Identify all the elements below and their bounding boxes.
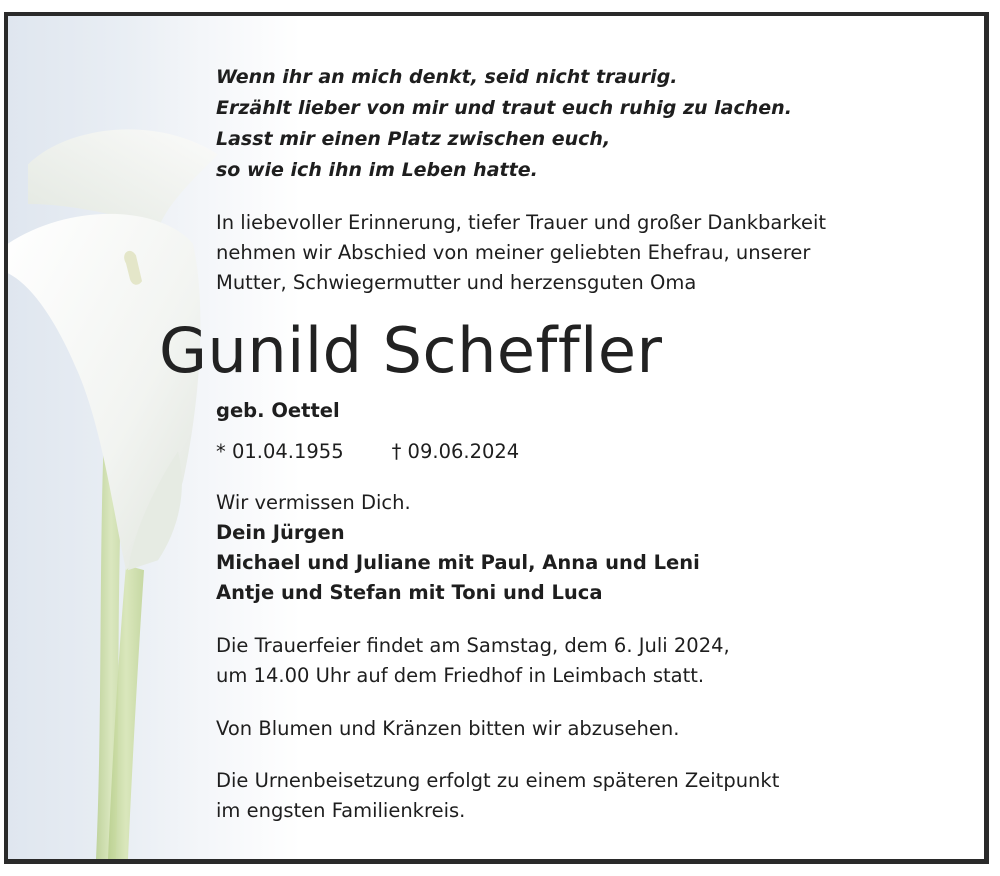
- poem-line: Wenn ihr an mich denkt, seid nicht traurig.: [216, 66, 678, 88]
- funeral-line: Die Trauerfeier findet am Samstag, dem 6. Juli 2024,: [216, 634, 730, 657]
- intro-line: nehmen wir Abschied von meiner geliebten Ehefrau, unserer: [216, 241, 811, 264]
- poem-line: Erzählt lieber von mir und traut euch ruhig zu lachen.: [216, 97, 792, 119]
- funeral-line: um 14.00 Uhr auf dem Friedhof in Leimbach statt.: [216, 664, 705, 687]
- flowers-note: Von Blumen und Kränzen bitten wir abzusehen.: [216, 717, 680, 740]
- family-line: Michael und Juliane mit Paul, Anna und Leni: [216, 551, 700, 574]
- intro-line: Mutter, Schwiegermutter und herzensguten Oma: [216, 271, 697, 294]
- intro-line: In liebevoller Erinnerung, tiefer Trauer und großer Dankbarkeit: [216, 211, 827, 234]
- family-line: Dein Jürgen: [216, 521, 345, 544]
- urn-line: Die Urnenbeisetzung erfolgt zu einem späteren Zeitpunkt: [216, 769, 780, 792]
- miss-line: Wir vermissen Dich.: [216, 491, 411, 514]
- death-date: † 09.06.2024: [391, 440, 520, 463]
- poem-line: Lasst mir einen Platz zwischen euch,: [216, 128, 611, 150]
- obituary-frame: [4, 12, 989, 864]
- maiden-name: geb. Oettel: [216, 399, 340, 422]
- birth-date: * 01.04.1955: [216, 440, 344, 463]
- family-line: Antje und Stefan mit Toni und Luca: [216, 581, 603, 604]
- deceased-name: Gunild Scheffler: [159, 314, 663, 387]
- urn-line: im engsten Familienkreis.: [216, 799, 466, 822]
- life-dates: [216, 436, 519, 467]
- poem-line: so wie ich ihn im Leben hatte.: [216, 159, 538, 181]
